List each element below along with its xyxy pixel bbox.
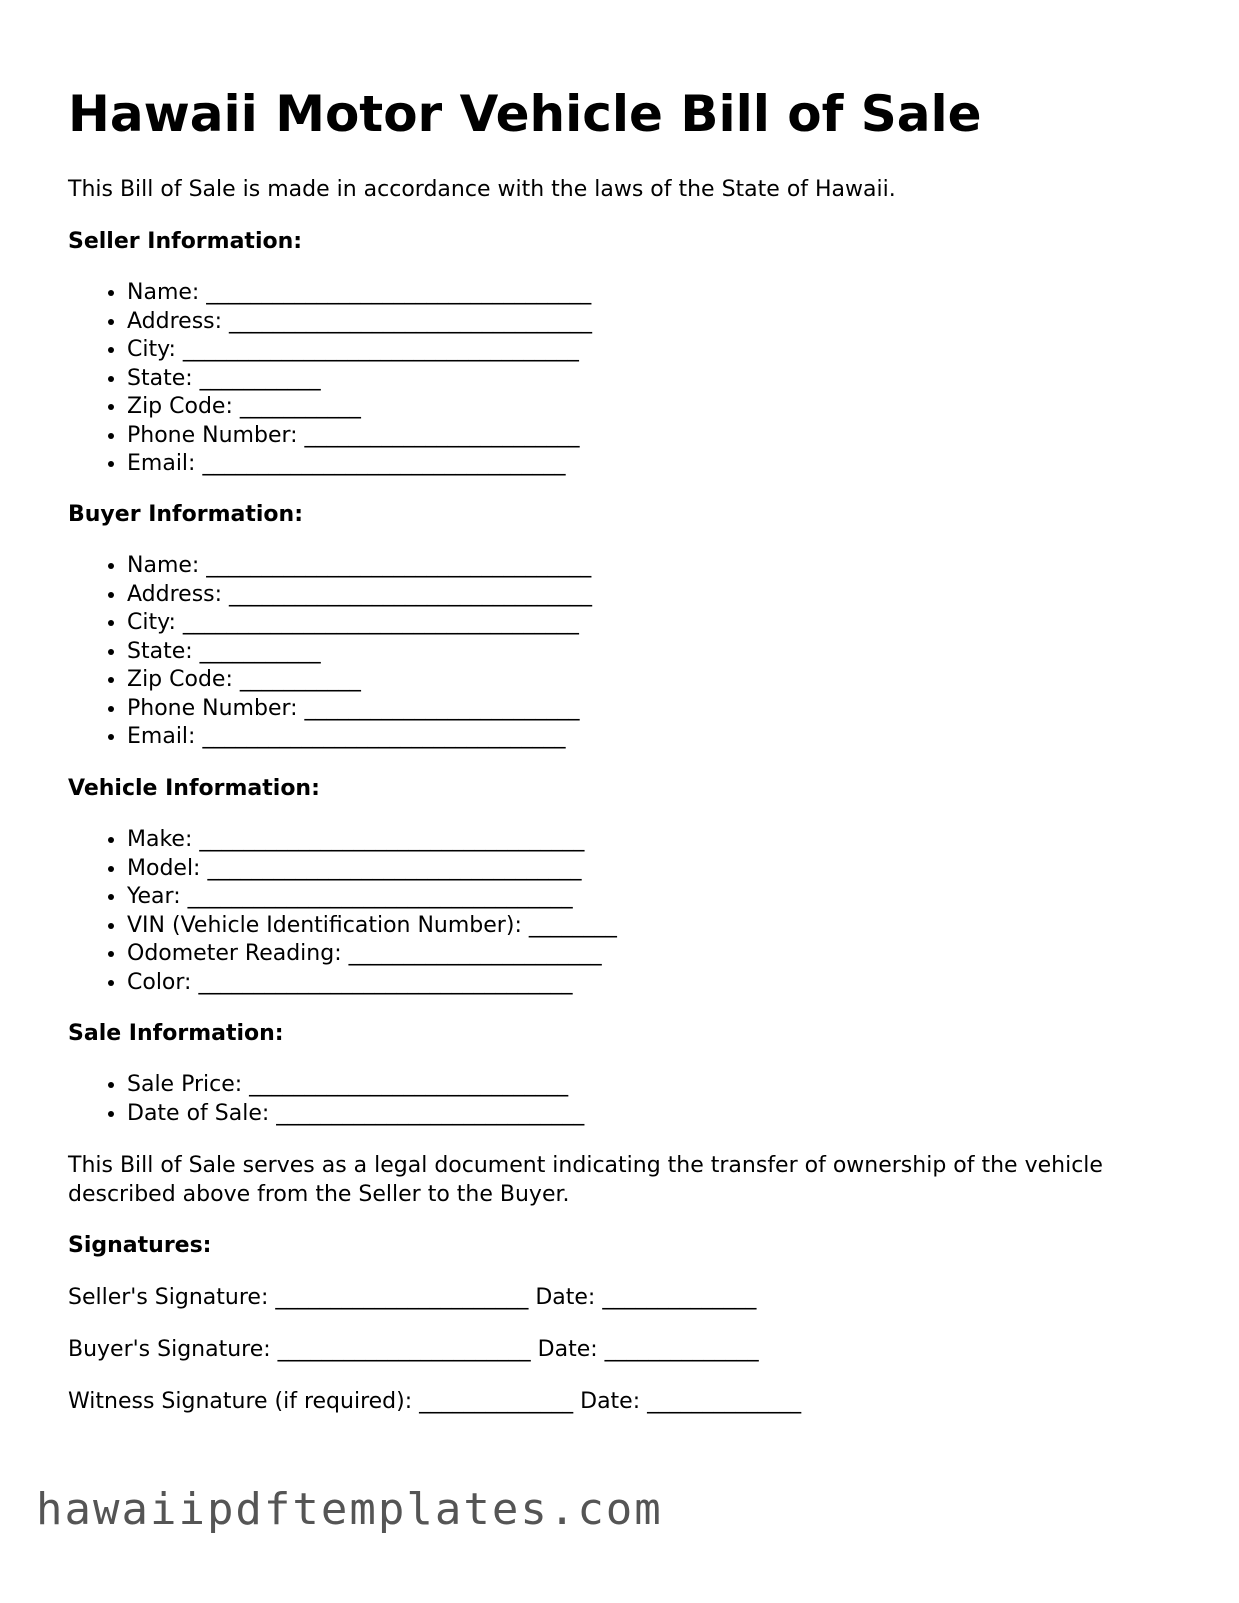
buyer-address-field: • Address: _________________________________: [127, 581, 592, 610]
seller-zip-field: • Zip Code: ___________: [127, 393, 592, 422]
seller-signature-line: Seller's Signature: _______________________ Date: ______________: [68, 1285, 757, 1310]
seller-email-field: • Email: _________________________________: [127, 450, 592, 479]
vehicle-fields: [100, 826, 617, 997]
buyer-zip-field: • Zip Code: ___________: [127, 666, 592, 695]
seller-fields: [100, 279, 592, 479]
buyer-state-field: • State: ___________: [127, 638, 592, 667]
watermark-text: hawaiipdftemplates.com: [36, 1484, 663, 1535]
vehicle-heading: Vehicle Information:: [68, 776, 320, 801]
vehicle-color-field: • Color: __________________________________: [127, 969, 617, 998]
buyer-signature-line: Buyer's Signature: _______________________ Date: ______________: [68, 1337, 759, 1362]
sale-fields: [100, 1071, 584, 1128]
witness-signature-line: Witness Signature (if required): ______________ Date: ______________: [68, 1389, 802, 1414]
sale-heading: Sale Information:: [68, 1021, 284, 1046]
ownership-statement: This Bill of Sale serves as a legal document indicating the transfer of ownership of the vehicle described above from the Seller to the Buyer.: [68, 1153, 1103, 1207]
vehicle-vin-field: • VIN (Vehicle Identification Number): ________: [127, 912, 617, 941]
seller-state-field: • State: ___________: [127, 365, 592, 394]
signatures-heading: Signatures:: [68, 1233, 212, 1258]
seller-name-field: • Name: ___________________________________: [127, 279, 592, 308]
buyer-phone-field: • Phone Number: _________________________: [127, 695, 592, 724]
vehicle-year-field: • Year: ___________________________________: [127, 883, 617, 912]
intro-text: This Bill of Sale is made in accordance with the laws of the State of Hawaii.: [68, 177, 896, 202]
seller-address-field: • Address: _________________________________: [127, 308, 592, 337]
buyer-name-field: • Name: ___________________________________: [127, 552, 592, 581]
vehicle-odometer-field: • Odometer Reading: _______________________: [127, 940, 617, 969]
sale-price-field: • Sale Price: _____________________________: [127, 1071, 584, 1100]
page-title: Hawaii Motor Vehicle Bill of Sale: [68, 85, 982, 143]
buyer-email-field: • Email: _________________________________: [127, 723, 592, 752]
vehicle-model-field: • Model: __________________________________: [127, 855, 617, 884]
vehicle-make-field: • Make: ___________________________________: [127, 826, 617, 855]
seller-city-field: • City: ____________________________________: [127, 336, 592, 365]
seller-heading: Seller Information:: [68, 229, 303, 254]
buyer-city-field: • City: ____________________________________: [127, 609, 592, 638]
sale-date-field: • Date of Sale: ____________________________: [127, 1100, 584, 1129]
buyer-fields: [100, 552, 592, 752]
seller-phone-field: • Phone Number: _________________________: [127, 422, 592, 451]
buyer-heading: Buyer Information:: [68, 502, 303, 527]
